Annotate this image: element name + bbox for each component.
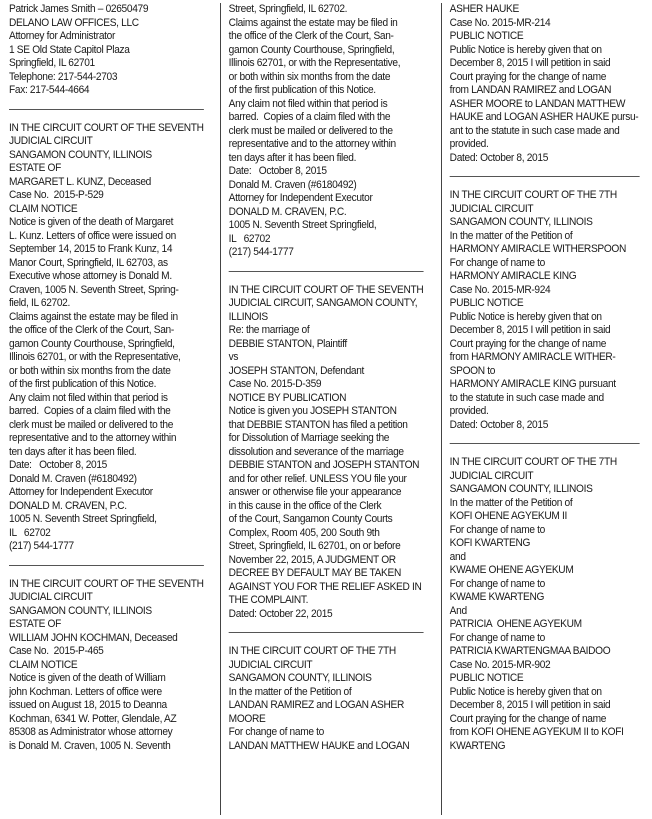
notice-line: SANGAMON COUNTY, ILLINOIS — [228, 672, 372, 684]
notice-line: barred. Copies of a claim filed with the — [228, 111, 391, 123]
notice-separator — [449, 443, 640, 444]
notice-line: clerk must be mailed or delivered to the — [228, 124, 394, 137]
notice-line: JUDICIAL CIRCUIT, SANGAMON COUNTY, — [228, 297, 418, 309]
notice-line: Case No. 2015-P-529 — [9, 189, 104, 201]
notice-line: Executive whose attorney is Donald M. — [9, 270, 172, 282]
notice-separator — [9, 565, 204, 566]
notice-line: Notice is given you JOSEPH STANTON — [228, 405, 397, 417]
notice-line: vs — [228, 351, 239, 363]
notice-line: Street, Springfield, IL 62701, on or before — [228, 540, 401, 552]
notice-line: MARGARET L. KUNZ, Deceased — [9, 175, 151, 188]
notice-line: issued on August 18, 2015 to Deanna — [9, 699, 167, 711]
notice-line: Court praying for the change of name — [449, 337, 606, 350]
notice-line: representative and to the attorney within — [228, 138, 397, 150]
notice-line: Notice is given of the death of Margaret — [9, 216, 174, 228]
notice-line: from KOFI OHENE AGYEKUM II to KOFI — [449, 726, 624, 738]
notice-line: December 8, 2015 I will petition in said — [449, 57, 610, 69]
notice-line: WILLIAM JOHN KOCHMAN, Deceased — [9, 631, 178, 644]
notice-line: of the first publication of this Notice. — [9, 378, 157, 390]
legal-notice — [229, 3, 424, 260]
notice-line: KWARTENG — [449, 739, 505, 752]
notice-line: LANDAN RAMIREZ and LOGAN ASHER — [228, 699, 405, 711]
notice-line: JUDICIAL CIRCUIT — [228, 658, 313, 671]
notice-line: KWAME OHENE AGYEKUM — [449, 564, 573, 576]
notice-line: ASHER MOORE to LANDAN MATTHEW — [449, 97, 625, 110]
legal-notice — [9, 578, 204, 754]
notice-line: provided. — [449, 405, 489, 417]
legal-notice — [229, 284, 424, 622]
notice-line: from HARMONY AMIRACLE WITHER- — [449, 351, 616, 363]
notice-line: September 14, 2015 to Frank Kunz, 14 — [9, 243, 173, 255]
notice-line: PATRICIA OHENE AGYEKUM — [449, 618, 582, 630]
notice-line: IN THE CIRCUIT COURT OF THE 7TH — [449, 189, 617, 201]
notice-line: to the statute in such case made and — [449, 391, 604, 404]
notice-line: DEBBIE STANTON, Plaintiff — [228, 337, 348, 350]
notice-line: Dated: October 8, 2015 — [449, 151, 548, 164]
notice-line: Craven, 1005 N. Seventh Street, Spring- — [9, 283, 179, 296]
notice-line: 85308 as Administrator whose attorney — [9, 726, 173, 738]
notice-line: ILLINOIS — [228, 310, 269, 323]
notice-line: Illinois 62701, or with the Representative, — [9, 351, 181, 363]
notice-line: For change of name to — [449, 631, 545, 644]
notice-line: JOSEPH STANTON, Defendant — [228, 364, 365, 377]
notice-line: Illinois 62701, or with the Representative, — [228, 57, 401, 69]
notice-line: PATRICIA KWARTENGMAA BAIDOO — [449, 645, 610, 657]
notice-line: Dated: October 8, 2015 — [449, 418, 548, 431]
notice-line: Donald M. Craven (#6180492) — [228, 178, 357, 191]
notice-line: SANGAMON COUNTY, ILLINOIS — [449, 216, 593, 228]
notice-line: ten days after it has been filed. — [228, 151, 357, 164]
notice-line: November 22, 2015, A JUDGMENT OR — [228, 553, 397, 566]
notice-line: Case No. 2015-D-359 — [228, 378, 322, 390]
notice-line: is Donald M. Craven, 1005 N. Seventh — [9, 739, 171, 752]
notice-line: Case No. 2015-P-465 — [9, 645, 104, 657]
notice-line: Street, Springfield, IL 62702. — [228, 3, 348, 15]
notice-line: 1005 N. Seventh Street Springfield, — [228, 219, 377, 231]
notice-line: IN THE CIRCUIT COURT OF THE SEVENTH — [9, 577, 204, 590]
notice-line: Any claim not filed within that period is — [228, 97, 388, 110]
notice-line: 1005 N. Seventh Street Springfield, — [9, 513, 157, 525]
notice-line: CLAIM NOTICE — [9, 202, 78, 215]
notice-line: IN THE CIRCUIT COURT OF THE 7TH — [449, 456, 617, 468]
notice-line: from LANDAN RAMIREZ and LOGAN — [449, 84, 611, 96]
notice-line: SPOON to — [449, 364, 495, 377]
notice-line: of the first publication of this Notice. — [228, 84, 377, 96]
notice-line: provided. — [449, 138, 489, 150]
notice-line: (217) 544-1777 — [228, 246, 294, 258]
column-1 — [9, 3, 212, 819]
notice-line: ASHER HAUKE — [449, 3, 519, 15]
notice-line: field, IL 62702. — [9, 297, 70, 309]
notice-line: CLAIM NOTICE — [9, 658, 78, 671]
notice-line: Fax: 217-544-4664 — [9, 84, 90, 96]
notice-line: LANDAN MATTHEW HAUKE and LOGAN — [228, 739, 410, 752]
notice-line: Complex, Room 405, 200 South 9th — [228, 526, 380, 539]
notice-line: In the matter of the Petition of — [449, 229, 572, 242]
notice-line: and for other relief. UNLESS YOU file your — [228, 472, 407, 485]
notice-line: JUDICIAL CIRCUIT — [449, 202, 533, 215]
notice-line: For change of name to — [449, 256, 545, 269]
notice-line: December 8, 2015 I will petition in said — [449, 324, 610, 336]
notice-line: answer or otherwise file your appearance — [228, 486, 402, 498]
notice-separator — [229, 271, 424, 272]
notice-line: Dated: October 22, 2015 — [228, 607, 333, 620]
notice-line: ten days after it has been filed. — [9, 445, 137, 458]
notice-line: in this cause in the office of the Clerk — [228, 499, 382, 512]
notice-line: Court praying for the change of name — [449, 70, 606, 83]
notice-line: Attorney for Administrator — [9, 30, 116, 42]
notice-line: SANGAMON COUNTY, ILLINOIS — [449, 483, 593, 495]
notice-line: DELANO LAW OFFICES, LLC — [9, 16, 139, 29]
notice-line: HARMONY AMIRACLE WITHERSPOON — [449, 243, 626, 255]
notice-line: 1 SE Old State Capitol Plaza — [9, 43, 130, 56]
notice-line: SANGAMON COUNTY, ILLINOIS — [9, 148, 152, 161]
notice-line: December 8, 2015 I will petition in said — [449, 699, 610, 711]
notice-line: representative and to the attorney within — [9, 432, 177, 444]
notice-line: DONALD M. CRAVEN, P.C. — [228, 205, 347, 218]
notice-line: For change of name to — [449, 523, 545, 536]
notice-line: Date: October 8, 2015 — [228, 165, 327, 177]
notice-line: of the Court, Sangamon County Courts — [228, 513, 393, 525]
notice-line: Public Notice is hereby given that on — [449, 685, 602, 698]
legal-notice — [9, 122, 204, 554]
notice-line: ant to the statute in such case made and — [449, 124, 619, 137]
notice-line: PUBLIC NOTICE — [449, 297, 523, 309]
notice-line: DEBBIE STANTON and JOSEPH STANTON — [228, 459, 420, 471]
notice-separator — [9, 109, 204, 110]
notice-line: KOFI KWARTENG — [449, 537, 530, 549]
notice-line: Telephone: 217-544-2703 — [9, 70, 118, 83]
notice-line: IN THE CIRCUIT COURT OF THE 7TH — [228, 645, 397, 657]
notice-line: Claims against the estate may be filed in — [9, 310, 178, 323]
notice-line: PUBLIC NOTICE — [449, 30, 523, 42]
legal-notice — [449, 189, 640, 432]
notice-line: Claims against the estate may be filed in — [228, 16, 398, 29]
notice-line: Patrick James Smith – 02650479 — [9, 3, 149, 15]
notice-line: the office of the Clerk of the Court, San- — [9, 324, 174, 336]
notice-line: HARMONY AMIRACLE KING — [449, 270, 576, 282]
notice-line: Court praying for the change of name — [449, 712, 606, 725]
legal-notice — [449, 3, 640, 165]
notice-line: Attorney for Independent Executor — [9, 486, 153, 498]
notice-line: (217) 544-1777 — [9, 540, 74, 552]
notice-line: HARMONY AMIRACLE KING pursuant — [449, 378, 616, 390]
legal-notice — [449, 456, 640, 753]
notice-line: AGAINST YOU FOR THE RELIEF ASKED IN — [228, 580, 422, 593]
notice-line: KWAME KWARTENG — [449, 591, 544, 603]
notice-line: IL 62702 — [9, 526, 51, 539]
legal-notice — [229, 645, 424, 753]
notice-line: KOFI OHENE AGYEKUM II — [449, 510, 567, 522]
notice-line: or both within six months from the date — [228, 70, 391, 83]
notice-line: john Kochman. Letters of office were — [9, 685, 162, 698]
notice-line: L. Kunz. Letters of office were issued on — [9, 229, 176, 242]
notice-line: Case No. 2015-MR-924 — [449, 283, 550, 296]
notice-line: JUDICIAL CIRCUIT — [9, 135, 93, 147]
notice-line: JUDICIAL CIRCUIT — [449, 469, 533, 482]
notice-separator — [449, 176, 640, 177]
notice-line: SANGAMON COUNTY, ILLINOIS — [9, 604, 152, 617]
notice-line: IN THE CIRCUIT COURT OF THE SEVENTH — [9, 121, 204, 134]
notice-line: IN THE CIRCUIT COURT OF THE SEVENTH — [228, 283, 424, 296]
notice-line: Notice is given of the death of William — [9, 672, 166, 684]
notice-line: the office of the Clerk of the Court, San- — [228, 30, 394, 42]
notice-line: Public Notice is hereby given that on — [449, 43, 602, 56]
notice-line: Manor Court, Springfield, IL 62703, as — [9, 256, 168, 269]
notice-line: gamon County Courthouse, Springfield, — [228, 43, 395, 56]
notice-line: Attorney for Independent Executor — [228, 192, 373, 204]
notice-line: Springfield, IL 62701 — [9, 57, 95, 69]
notice-line: HAUKE and LOGAN ASHER HAUKE pursu- — [449, 111, 638, 123]
column-2 — [221, 3, 432, 819]
notice-line: or both within six months from the date — [9, 364, 171, 377]
notice-line: and — [449, 550, 466, 563]
notice-line: MOORE — [228, 712, 266, 725]
legal-notice — [9, 3, 204, 98]
notice-line: Kochman, 6341 W. Potter, Glendale, AZ — [9, 712, 177, 725]
notice-line: PUBLIC NOTICE — [449, 672, 523, 684]
notice-line: dissolution and severance of the marriage — [228, 445, 404, 458]
notice-line: barred. Copies of a claim filed with the — [9, 405, 171, 417]
notice-line: DECREE BY DEFAULT MAY BE TAKEN — [228, 567, 402, 579]
notice-line: Any claim not filed within that period is — [9, 391, 168, 404]
notice-line: IL 62702 — [228, 232, 271, 245]
notice-line: For change of name to — [228, 726, 325, 738]
notice-line: In the matter of the Petition of — [228, 685, 352, 698]
notice-line: Re: the marriage of — [228, 324, 310, 336]
notice-line: Case No. 2015-MR-902 — [449, 658, 550, 671]
notice-line: And — [449, 604, 467, 617]
notice-line: clerk must be mailed or delivered to the — [9, 418, 174, 431]
notice-line: ESTATE OF — [9, 162, 61, 174]
notice-line: DONALD M. CRAVEN, P.C. — [9, 499, 127, 512]
notice-line: Case No. 2015-MR-214 — [449, 16, 550, 29]
notice-line: for Dissolution of Marriage seeking the — [228, 432, 390, 444]
notice-line: In the matter of the Petition of — [449, 496, 572, 509]
notice-line: THE COMPLAINT. — [228, 594, 309, 606]
notice-line: NOTICE BY PUBLICATION — [228, 391, 347, 404]
notice-line: JUDICIAL CIRCUIT — [9, 591, 93, 603]
notice-separator — [229, 632, 424, 633]
notice-line: Public Notice is hereby given that on — [449, 310, 602, 323]
notice-line: Donald M. Craven (#6180492) — [9, 472, 137, 485]
notice-line: Date: October 8, 2015 — [9, 459, 107, 471]
notice-line: ESTATE OF — [9, 618, 61, 630]
column-3 — [442, 3, 640, 819]
notice-line: that DEBBIE STANTON has filed a petition — [228, 418, 408, 431]
notice-line: For change of name to — [449, 577, 545, 590]
notice-line: gamon County Courthouse, Springfield, — [9, 337, 175, 350]
